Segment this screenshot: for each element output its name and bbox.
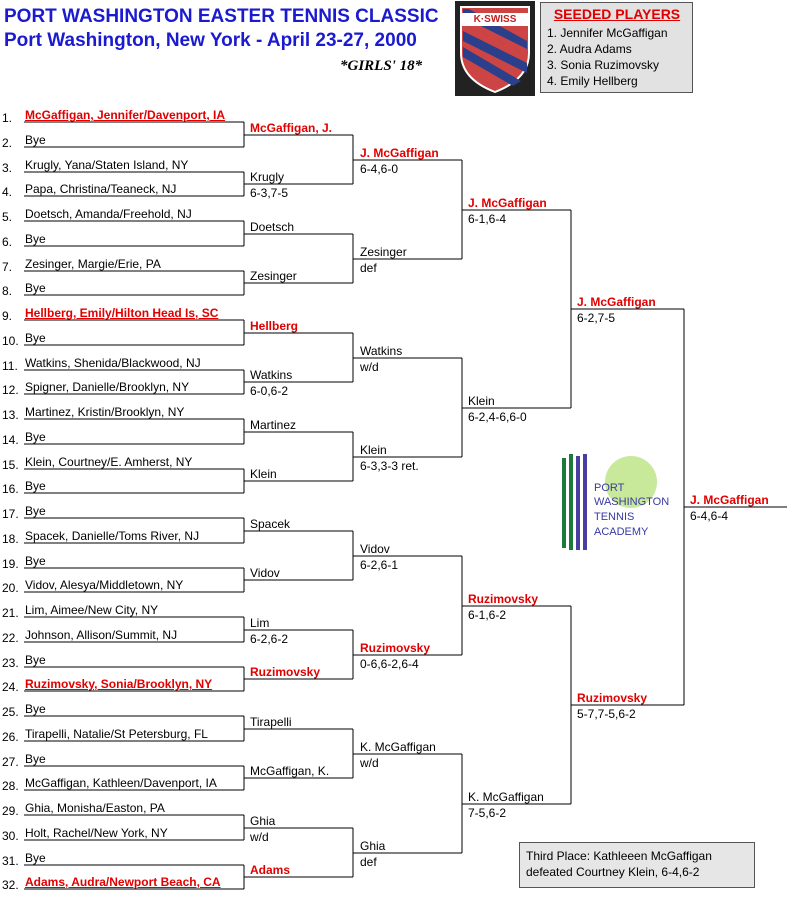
draw-number: 12. [2,383,19,397]
player-entry: Bye [25,232,46,246]
player-entry: Zesinger, Margie/Erie, PA [25,257,161,271]
player-entry: McGaffigan, Kathleen/Davenport, IA [25,776,217,790]
third-place-line: Third Place: Kathleeen McGaffigan [526,849,712,863]
match-winner: McGaffigan, J. [250,121,333,135]
draw-number: 10. [2,334,19,348]
match-winner: Martinez [250,418,297,432]
draw-number: 19. [2,557,19,571]
match-winner: Klein [360,443,387,457]
match-winner: J. McGaffigan [577,295,656,309]
draw-number: 5. [2,210,13,224]
champion-score: 6-4,6-4 [690,509,729,523]
draw-number: 1. [2,111,13,125]
match-winner: Vidov [250,566,280,580]
match-winner: Lim [250,616,270,630]
match-winner: Watkins [360,344,403,358]
player-entry: Bye [25,504,46,518]
match-winner: Vidov [360,542,390,556]
match-score: 6-2,6-2 [250,632,289,646]
draw-number: 6. [2,235,13,249]
match-score: def [360,261,377,275]
match-winner: Ruzimovsky [468,592,539,606]
match-winner: K. McGaffigan [468,790,544,804]
draw-number: 28. [2,779,19,793]
draw-number: 24. [2,680,19,694]
draw-number: 11. [2,359,18,373]
match-winner: J. McGaffigan [360,146,439,160]
player-entry: Lim, Aimee/New City, NY [25,603,159,617]
draw-number: 8. [2,284,13,298]
match-winner: Watkins [250,368,293,382]
match-winner: Ruzimovsky [250,665,321,679]
match-score: def [360,855,377,869]
draw-number: 26. [2,730,19,744]
match-winner: McGaffigan, K. [250,764,330,778]
match-score: 6-2,6-1 [360,558,399,572]
player-entry: Bye [25,331,46,345]
player-entry: Watkins, Shenida/Blackwood, NJ [25,356,201,370]
player-entry: Doetsch, Amanda/Freehold, NJ [25,207,192,221]
division-label: *GIRLS' 18* [340,58,423,74]
draw-number: 20. [2,581,19,595]
player-entry: Ruzimovsky, Sonia/Brooklyn, NY [25,677,213,691]
academy-line: TENNIS [594,511,635,523]
academy-line: ACADEMY [594,526,649,538]
draw-number: 4. [2,185,13,199]
seeded-player: 3. Sonia Ruzimovsky [547,58,660,72]
draw-number: 16. [2,482,19,496]
match-winner: Tirapelli [250,715,292,729]
player-entry: McGaffigan, Jennifer/Davenport, IA [25,108,226,122]
player-entry: Bye [25,133,46,147]
champion-name: J. McGaffigan [690,493,769,507]
match-winner: Zesinger [360,245,407,259]
match-score: 6-1,6-2 [468,608,507,622]
draw-number: 3. [2,161,13,175]
player-entry: Adams, Audra/Newport Beach, CA [25,875,221,889]
player-entry: Bye [25,281,46,295]
match-winner: Hellberg [250,319,299,333]
player-entry: Ghia, Monisha/Easton, PA [25,801,165,815]
match-winner: J. McGaffigan [468,196,547,210]
player-entry: Tirapelli, Natalie/St Petersburg, FL [25,727,208,741]
match-score: 6-3,7-5 [250,186,289,200]
player-entry: Bye [25,554,46,568]
academy-line: PORT [594,482,625,494]
player-entry: Bye [25,851,46,865]
academy-line: WASHINGTON [594,496,670,508]
seeded-player: 2. Audra Adams [547,42,632,56]
player-entry: Bye [25,702,46,716]
match-score: 6-4,6-0 [360,162,399,176]
draw-number: 23. [2,656,19,670]
player-entry: Spacek, Danielle/Toms River, NJ [25,529,200,543]
match-score: 6-2,4-6,6-0 [468,410,527,424]
seeded-player: 1. Jennifer McGaffigan [547,26,668,40]
match-winner: Adams [250,863,291,877]
draw-number: 32. [2,878,19,892]
tournament-location-dates: Port Washington, New York - April 23-27, 2000 [4,30,417,51]
player-entry: Johnson, Allison/Summit, NJ [25,628,178,642]
match-winner: Ghia [360,839,386,853]
player-entry: Martinez, Kristin/Brooklyn, NY [25,405,185,419]
match-winner: Klein [468,394,495,408]
draw-number: 2. [2,136,13,150]
match-score: 6-0,6-2 [250,384,289,398]
tournament-title: PORT WASHINGTON EASTER TENNIS CLASSIC [4,6,439,27]
player-entry: Bye [25,430,46,444]
draw-number: 18. [2,532,19,546]
draw-number: 29. [2,804,19,818]
draw-number: 31. [2,854,19,868]
match-score: 6-2,7-5 [577,311,616,325]
player-entry: Papa, Christina/Teaneck, NJ [25,182,177,196]
player-entry: Vidov, Alesya/Middletown, NY [25,578,184,592]
seeded-player: 4. Emily Hellberg [547,74,638,88]
player-entry: Bye [25,752,46,766]
draw-number: 17. [2,507,19,521]
match-score: 6-1,6-4 [468,212,507,226]
match-winner: K. McGaffigan [360,740,436,754]
match-score: 5-7,7-5,6-2 [577,707,636,721]
player-entry: Spigner, Danielle/Brooklyn, NY [25,380,190,394]
player-entry: Holt, Rachel/New York, NY [25,826,168,840]
player-entry: Krugly, Yana/Staten Island, NY [25,158,189,172]
seeded-players-heading: SEEDED PLAYERS [553,6,681,22]
match-score: w/d [250,830,269,844]
draw-number: 13. [2,408,19,422]
match-score: w/d [360,360,379,374]
match-score: 6-3,3-3 ret. [360,459,419,473]
draw-number: 7. [2,260,13,274]
player-entry: Bye [25,479,46,493]
match-winner: Zesinger [250,269,297,283]
match-winner: Ruzimovsky [577,691,648,705]
draw-number: 30. [2,829,19,843]
match-winner: Ghia [250,814,276,828]
draw-number: 21. [2,606,19,620]
match-score: 0-6,6-2,6-4 [360,657,419,671]
draw-number: 14. [2,433,19,447]
draw-number: 9. [2,309,13,323]
match-winner: Doetsch [250,220,295,234]
draw-number: 22. [2,631,19,645]
third-place-line: defeated Courtney Klein, 6-4,6-2 [526,865,700,879]
match-winner: Klein [250,467,277,481]
draw-number: 25. [2,705,19,719]
player-entry: Hellberg, Emily/Hilton Head Is, SC [25,306,219,320]
match-winner: Krugly [250,170,285,184]
draw-number: 15. [2,458,19,472]
match-score: 7-5,6-2 [468,806,507,820]
match-winner: Ruzimovsky [360,641,431,655]
kswiss-logo-text: K·SWISS [473,14,517,25]
draw-number: 27. [2,755,19,769]
player-entry: Bye [25,653,46,667]
match-winner: Spacek [250,517,291,531]
match-score: w/d [360,756,379,770]
player-entry: Klein, Courtney/E. Amherst, NY [25,455,193,469]
